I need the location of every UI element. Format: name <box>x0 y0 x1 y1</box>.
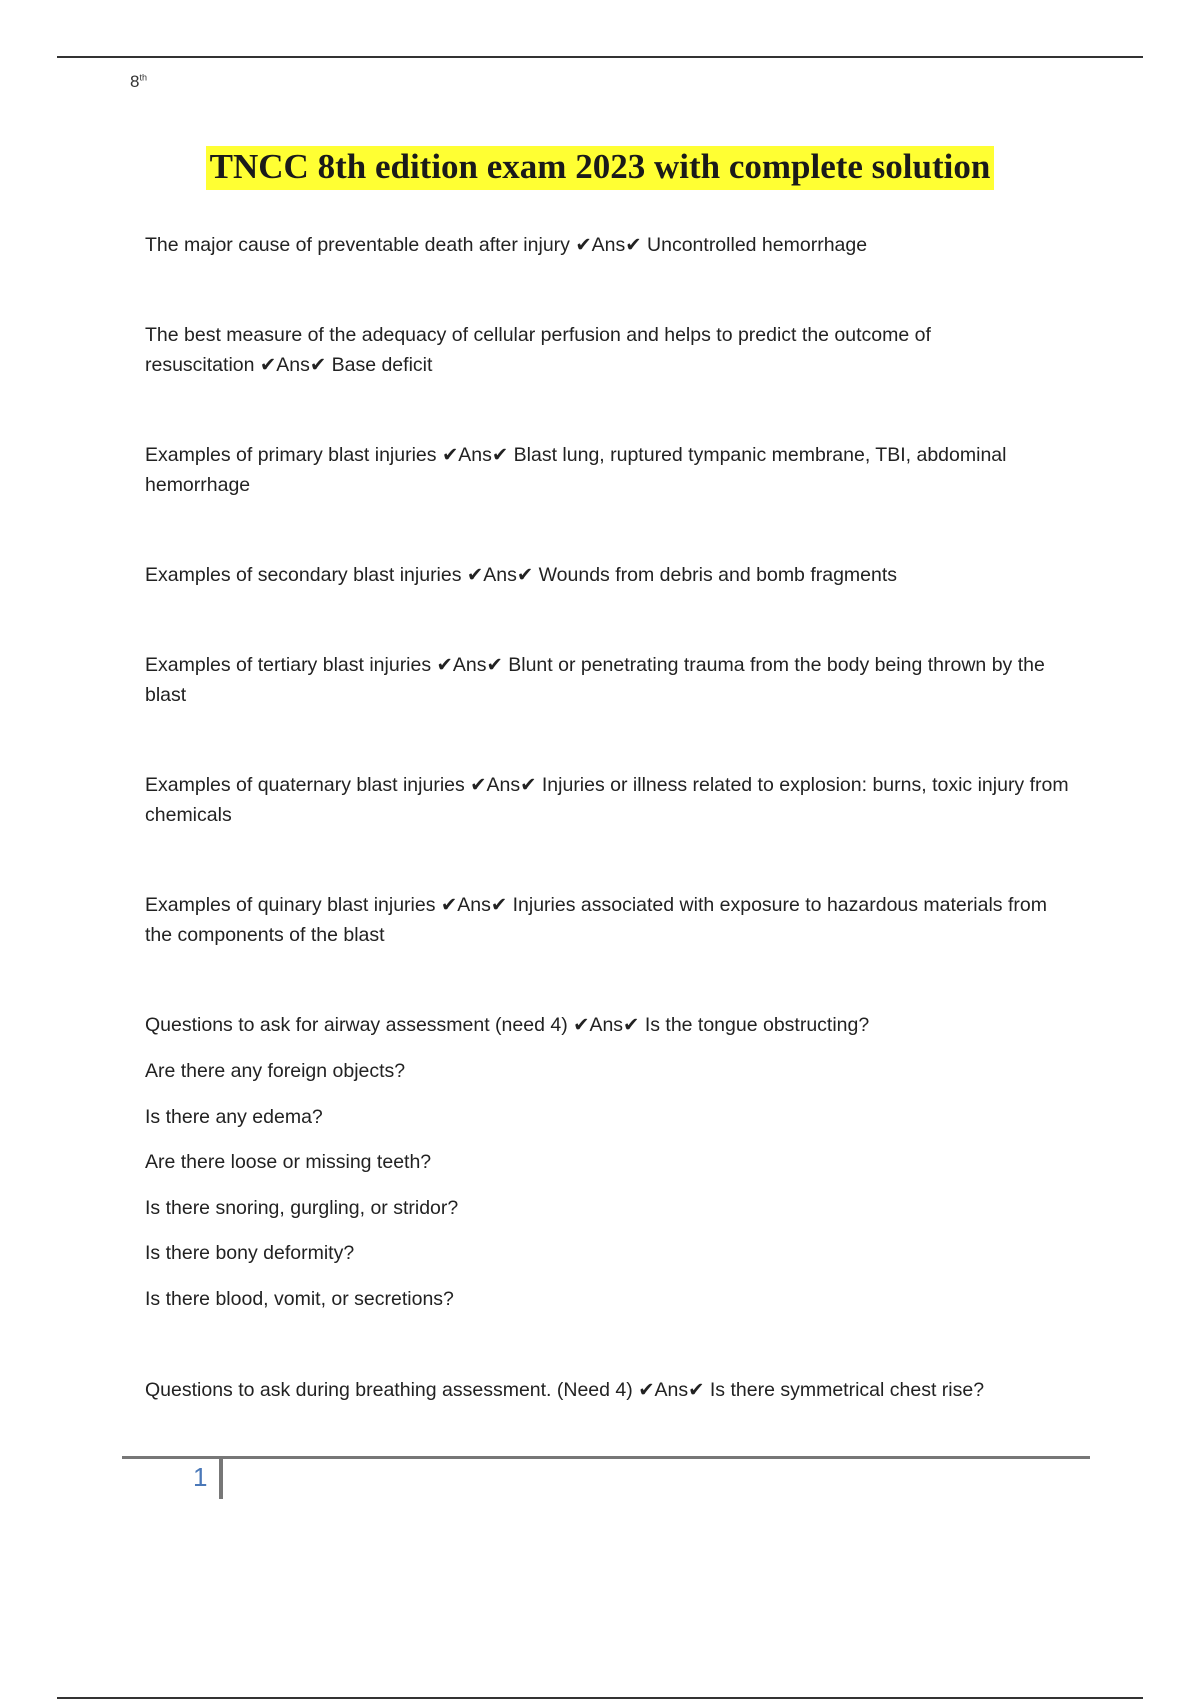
qa-item <box>145 440 1090 500</box>
question-text: Examples of secondary blast injuries <box>145 564 462 586</box>
document-title: TNCC 8th edition exam 2023 with complete solution <box>206 146 995 190</box>
answer-text: Base deficit <box>331 354 433 376</box>
airway-followup-line: Is there bony deformity? <box>145 1242 355 1264</box>
qa-item <box>145 890 1065 950</box>
qa-item <box>145 1010 869 1040</box>
answer-marker: ✔Ans✔ <box>440 894 508 916</box>
question-text: Examples of tertiary blast injuries <box>145 654 432 676</box>
title-wrap <box>0 146 1200 190</box>
answer-marker: ✔Ans✔ <box>466 564 534 586</box>
answer-text: Is the tongue obstructing? <box>644 1014 870 1036</box>
question-text: The major cause of preventable death after injury <box>145 234 570 256</box>
answer-marker: ✔Ans✔ <box>575 234 642 256</box>
answer-marker: ✔Ans✔ <box>259 354 327 376</box>
question-text: Examples of primary blast injuries <box>145 444 437 466</box>
answer-marker: ✔Ans✔ <box>638 1379 705 1401</box>
qa-item <box>145 560 897 590</box>
answer-text: Wounds from debris and bomb fragments <box>538 564 898 586</box>
qa-item <box>145 770 1090 830</box>
airway-followup-line: Is there snoring, gurgling, or stridor? <box>145 1197 459 1219</box>
question-text: The best measure of the adequacy of cellular perfusion and helps to predict the outcome of resuscitation <box>145 324 931 376</box>
airway-followup-line: Is there any edema? <box>145 1106 323 1128</box>
question-text: Examples of quinary blast injuries <box>145 894 436 916</box>
answer-text: Injuries associated with exposure to hazardous materials from the components of the blast <box>145 894 1047 946</box>
header-edition-sup: th <box>139 72 147 83</box>
page-number: 1 <box>193 1462 208 1492</box>
answer-text: Is there symmetrical chest rise? <box>709 1379 985 1401</box>
question-text: Questions to ask for airway assessment (need 4) <box>145 1014 568 1036</box>
airway-followup-line: Are there loose or missing teeth? <box>145 1151 432 1173</box>
top-rule <box>57 56 1143 58</box>
qa-item <box>145 230 867 260</box>
qa-item <box>145 320 1025 380</box>
qa-item <box>145 650 1090 710</box>
bottom-rule <box>57 1697 1143 1699</box>
answer-text: Blunt or penetrating trauma from the body being thrown by the blast <box>145 654 1045 706</box>
question-text: Questions to ask during breathing assessment. (Need 4) <box>145 1379 633 1401</box>
footer-rule <box>122 1456 1090 1459</box>
question-text: Examples of quaternary blast injuries <box>145 774 465 796</box>
footer-divider <box>219 1457 223 1499</box>
answer-text: Injuries or illness related to explosion: burns, toxic injury from chemicals <box>145 774 1069 826</box>
answer-text: Blast lung, ruptured tympanic membrane, TBI, abdominal hemorrhage <box>145 444 1007 496</box>
answer-marker: ✔Ans✔ <box>573 1014 640 1036</box>
answer-marker: ✔Ans✔ <box>441 444 509 466</box>
header-edition-note <box>130 72 147 92</box>
airway-followup-line: Is there blood, vomit, or secretions? <box>145 1288 454 1310</box>
answer-marker: ✔Ans✔ <box>436 654 503 676</box>
answer-text: Uncontrolled hemorrhage <box>647 234 868 256</box>
airway-followup-line: Are there any foreign objects? <box>145 1060 406 1082</box>
qa-item <box>145 1375 984 1405</box>
header-edition-base: 8 <box>130 72 140 91</box>
answer-marker: ✔Ans✔ <box>470 774 537 796</box>
